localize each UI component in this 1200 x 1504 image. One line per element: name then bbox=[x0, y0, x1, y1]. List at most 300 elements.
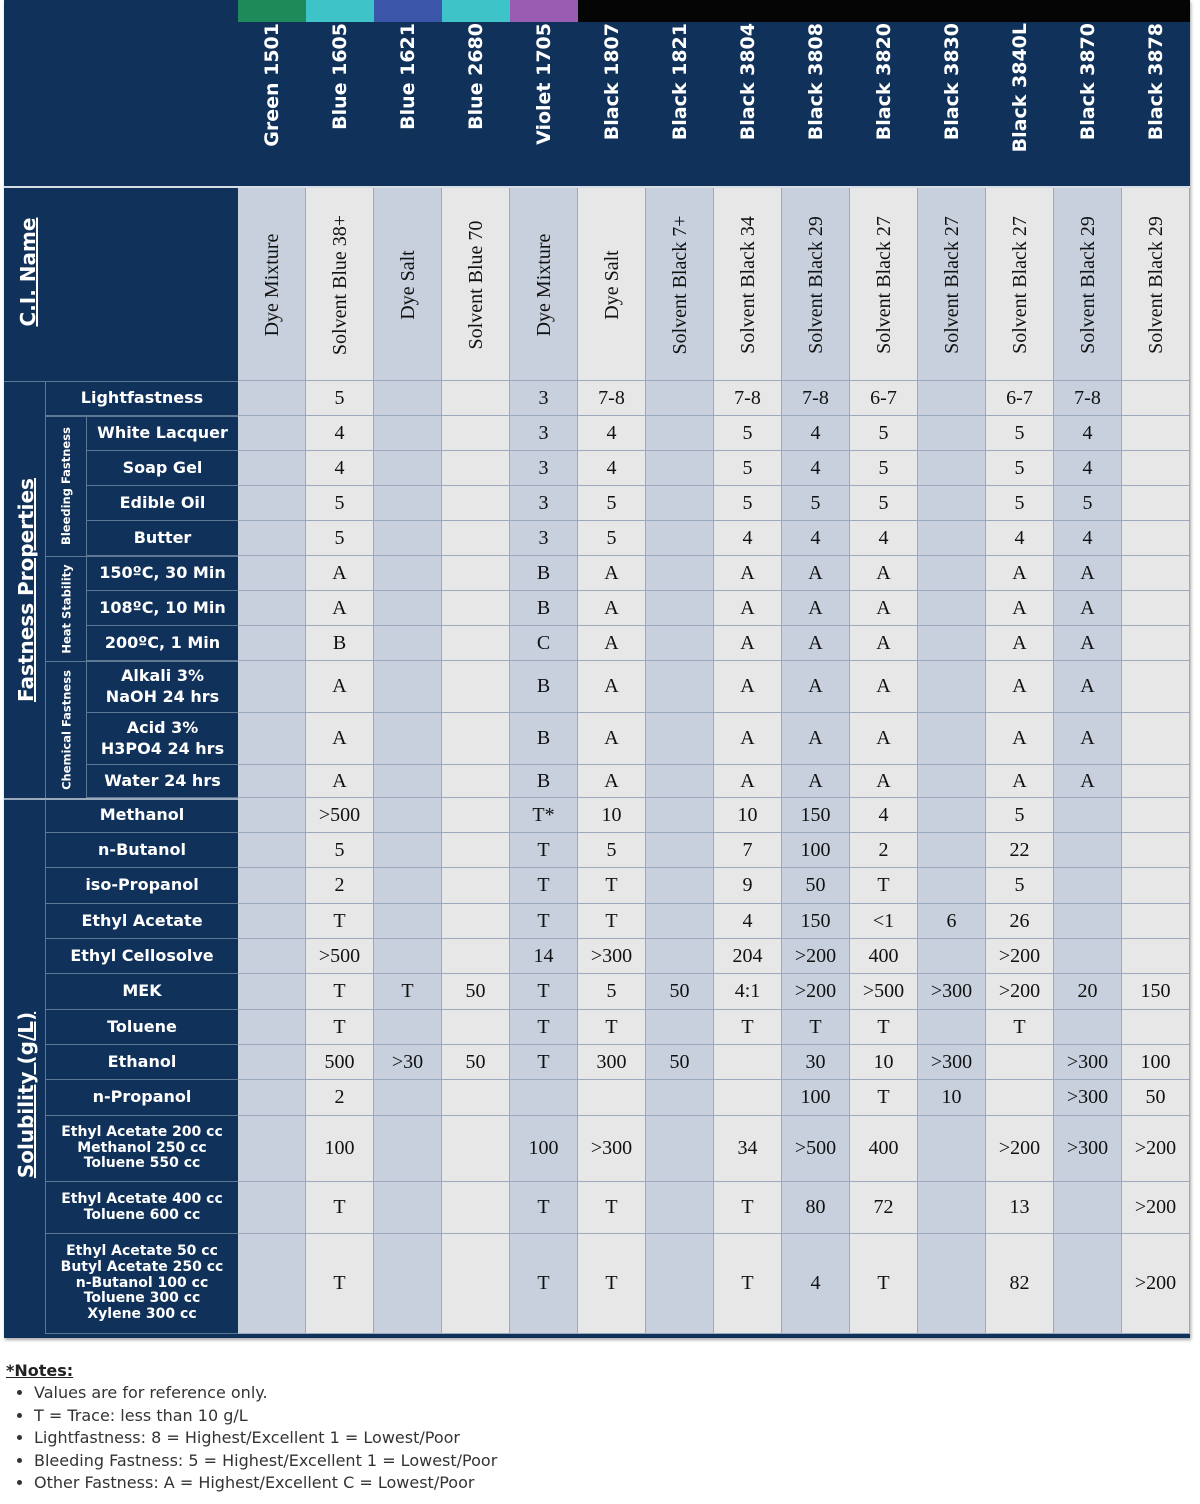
table-cell bbox=[646, 833, 714, 868]
color-swatch bbox=[510, 0, 578, 22]
ci-name-cell bbox=[918, 188, 986, 381]
table-cell: T bbox=[306, 1234, 374, 1334]
table-cell: A bbox=[782, 556, 850, 591]
table-cell bbox=[238, 868, 306, 904]
table-cell: T bbox=[850, 868, 918, 904]
table-cell: A bbox=[714, 661, 782, 713]
table-cell bbox=[374, 661, 442, 713]
table-cell: A bbox=[714, 626, 782, 661]
table-cell bbox=[442, 868, 510, 904]
table-cell: >300 bbox=[578, 1116, 646, 1182]
table-cell: A bbox=[986, 591, 1054, 626]
table-cell: T bbox=[510, 833, 578, 868]
ci-name-cell bbox=[782, 188, 850, 381]
table-cell: A bbox=[850, 765, 918, 798]
table-cell: 500 bbox=[306, 1045, 374, 1080]
table-cell: 5 bbox=[850, 451, 918, 486]
table-cell bbox=[238, 521, 306, 556]
table-cell: 4 bbox=[578, 416, 646, 451]
row-label: Acid 3% H3PO4 24 hrs bbox=[87, 713, 238, 765]
ci-name-cell bbox=[986, 188, 1054, 381]
table-cell bbox=[442, 939, 510, 974]
table-cell bbox=[646, 451, 714, 486]
table-cell bbox=[238, 1234, 306, 1334]
table-cell bbox=[1054, 904, 1122, 939]
ci-name-cell bbox=[578, 188, 646, 381]
table-cell: 2 bbox=[306, 1080, 374, 1116]
table-cell: 6-7 bbox=[986, 381, 1054, 416]
table-cell: 4 bbox=[306, 416, 374, 451]
table-cell: A bbox=[1054, 713, 1122, 765]
table-cell bbox=[918, 451, 986, 486]
table-cell: 9 bbox=[714, 868, 782, 904]
color-swatch bbox=[850, 0, 918, 22]
color-swatch bbox=[714, 0, 782, 22]
table-cell: T bbox=[986, 1010, 1054, 1045]
table-cell bbox=[442, 1080, 510, 1116]
table-cell bbox=[442, 626, 510, 661]
table-cell bbox=[374, 713, 442, 765]
table-cell bbox=[238, 1116, 306, 1182]
row-label: Ethyl Acetate bbox=[46, 904, 238, 939]
table-cell: 50 bbox=[646, 974, 714, 1010]
table-cell: 5 bbox=[306, 521, 374, 556]
table-cell: B bbox=[510, 661, 578, 713]
table-cell bbox=[374, 1234, 442, 1334]
table-cell: A bbox=[578, 556, 646, 591]
table-cell bbox=[646, 1234, 714, 1334]
table-cell bbox=[442, 661, 510, 713]
table-cell: T bbox=[578, 1182, 646, 1234]
table-cell bbox=[918, 521, 986, 556]
table-cell: A bbox=[986, 626, 1054, 661]
table-cell: A bbox=[850, 713, 918, 765]
table-cell bbox=[442, 798, 510, 833]
table-cell bbox=[374, 798, 442, 833]
table-cell bbox=[918, 765, 986, 798]
row-label: Ethyl Acetate 50 cc Butyl Acetate 250 cc n-Butanol 100 cc Toluene 300 cc Xylene 300 cc bbox=[46, 1234, 238, 1334]
table-cell: T bbox=[510, 974, 578, 1010]
table-cell bbox=[1054, 1010, 1122, 1045]
table-cell: >30 bbox=[374, 1045, 442, 1080]
section-label-fastness: Fastness Properties bbox=[14, 477, 38, 702]
table-cell: 26 bbox=[986, 904, 1054, 939]
table-cell bbox=[1054, 798, 1122, 833]
table-cell: 80 bbox=[782, 1182, 850, 1234]
row-label: Alkali 3% NaOH 24 hrs bbox=[87, 661, 238, 713]
table-cell: 4 bbox=[850, 521, 918, 556]
table-cell: 7-8 bbox=[578, 381, 646, 416]
table-cell: >200 bbox=[782, 974, 850, 1010]
table-cell: 150 bbox=[1122, 974, 1190, 1010]
table-cell: 10 bbox=[918, 1080, 986, 1116]
table-cell: 100 bbox=[1122, 1045, 1190, 1080]
table-cell bbox=[374, 833, 442, 868]
row-label: White Lacquer bbox=[87, 416, 238, 451]
section-label-solubility: Solubility (g/L) bbox=[14, 1011, 38, 1179]
ci-name-cell bbox=[1122, 188, 1190, 381]
table-cell bbox=[442, 765, 510, 798]
ci-name-text: Solvent Black 27 bbox=[941, 215, 963, 354]
table-cell: >200 bbox=[1122, 1116, 1190, 1182]
table-cell: 4 bbox=[850, 798, 918, 833]
table-cell bbox=[238, 798, 306, 833]
table-cell: 5 bbox=[306, 486, 374, 521]
table-cell: 10 bbox=[714, 798, 782, 833]
product-name-header: Blue 1605 bbox=[329, 23, 351, 130]
table-cell bbox=[918, 556, 986, 591]
table-cell: 5 bbox=[578, 486, 646, 521]
table-cell: 5 bbox=[714, 451, 782, 486]
table-cell bbox=[238, 1080, 306, 1116]
table-cell: 100 bbox=[510, 1116, 578, 1182]
row-label: n-Butanol bbox=[46, 833, 238, 868]
table-cell: >200 bbox=[986, 974, 1054, 1010]
product-name-header: Green 1501 bbox=[261, 23, 283, 147]
table-cell: A bbox=[782, 765, 850, 798]
table-cell bbox=[646, 486, 714, 521]
table-cell: 4 bbox=[578, 451, 646, 486]
table-cell: <1 bbox=[850, 904, 918, 939]
ci-name-cell bbox=[442, 188, 510, 381]
table-cell bbox=[442, 486, 510, 521]
table-cell: 7 bbox=[714, 833, 782, 868]
table-cell bbox=[646, 626, 714, 661]
table-cell bbox=[238, 974, 306, 1010]
table-cell bbox=[374, 451, 442, 486]
table-cell: >200 bbox=[986, 1116, 1054, 1182]
table-cell bbox=[1122, 661, 1190, 713]
ci-name-cell bbox=[714, 188, 782, 381]
row-label: 200ºC, 1 Min bbox=[87, 626, 238, 661]
table-cell: 7-8 bbox=[714, 381, 782, 416]
table-cell bbox=[1054, 1182, 1122, 1234]
table-cell: A bbox=[782, 713, 850, 765]
table-cell bbox=[374, 591, 442, 626]
table-cell bbox=[918, 1234, 986, 1334]
row-label: 150ºC, 30 Min bbox=[87, 556, 238, 591]
table-cell: A bbox=[306, 556, 374, 591]
table-cell bbox=[238, 556, 306, 591]
table-cell: 4 bbox=[782, 451, 850, 486]
table-cell bbox=[646, 1116, 714, 1182]
table-cell: 20 bbox=[1054, 974, 1122, 1010]
row-label: Water 24 hrs bbox=[87, 765, 238, 798]
table-cell bbox=[918, 868, 986, 904]
table-cell: A bbox=[850, 626, 918, 661]
table-cell bbox=[238, 451, 306, 486]
table-cell: B bbox=[510, 556, 578, 591]
table-cell bbox=[1122, 381, 1190, 416]
table-cell bbox=[1122, 556, 1190, 591]
table-cell bbox=[646, 798, 714, 833]
table-cell bbox=[646, 765, 714, 798]
table-cell: 14 bbox=[510, 939, 578, 974]
table-cell: T bbox=[510, 868, 578, 904]
table-cell: 3 bbox=[510, 381, 578, 416]
ci-name-text: Dye Mixture bbox=[533, 233, 555, 336]
table-cell: >300 bbox=[1054, 1116, 1122, 1182]
color-swatch bbox=[782, 0, 850, 22]
ci-name-text: Solvent Black 7+ bbox=[669, 214, 691, 355]
table-cell bbox=[1122, 765, 1190, 798]
table-cell: 100 bbox=[306, 1116, 374, 1182]
row-label: Butter bbox=[87, 521, 238, 556]
product-name-header: Black 3808 bbox=[805, 23, 827, 141]
table-cell: A bbox=[782, 591, 850, 626]
table-cell bbox=[238, 1045, 306, 1080]
table-cell: A bbox=[986, 556, 1054, 591]
table-cell bbox=[442, 451, 510, 486]
ci-name-cell bbox=[646, 188, 714, 381]
ci-name-cell bbox=[374, 188, 442, 381]
table-cell: >300 bbox=[918, 1045, 986, 1080]
table-cell: T bbox=[578, 1234, 646, 1334]
table-cell: A bbox=[306, 765, 374, 798]
table-cell: T bbox=[510, 1010, 578, 1045]
table-cell: A bbox=[782, 661, 850, 713]
table-cell bbox=[1054, 833, 1122, 868]
table-cell bbox=[1122, 798, 1190, 833]
table-cell: A bbox=[1054, 765, 1122, 798]
notes-title: *Notes: bbox=[6, 1361, 74, 1380]
table-cell bbox=[918, 833, 986, 868]
table-cell bbox=[646, 556, 714, 591]
table-cell bbox=[238, 1010, 306, 1045]
table-cell bbox=[238, 416, 306, 451]
table-cell: 6-7 bbox=[850, 381, 918, 416]
table-cell: 5 bbox=[986, 798, 1054, 833]
color-swatch bbox=[1122, 0, 1190, 22]
color-swatch bbox=[578, 0, 646, 22]
table-cell: T bbox=[714, 1182, 782, 1234]
ci-name-text: Solvent Black 27 bbox=[873, 215, 895, 354]
table-cell bbox=[646, 661, 714, 713]
table-cell: 150 bbox=[782, 798, 850, 833]
table-cell: 4 bbox=[986, 521, 1054, 556]
ci-name-text: Dye Salt bbox=[397, 249, 419, 320]
table-cell bbox=[442, 1010, 510, 1045]
table-cell: 5 bbox=[986, 486, 1054, 521]
table-cell bbox=[1122, 1010, 1190, 1045]
table-cell: >500 bbox=[306, 798, 374, 833]
table-cell bbox=[918, 381, 986, 416]
table-cell bbox=[374, 765, 442, 798]
table-cell: 82 bbox=[986, 1234, 1054, 1334]
table-cell: 5 bbox=[714, 416, 782, 451]
table-cell bbox=[442, 416, 510, 451]
product-name-header: Black 3830 bbox=[941, 23, 963, 141]
table-cell bbox=[646, 1010, 714, 1045]
table-cell bbox=[646, 868, 714, 904]
table-cell: T bbox=[578, 1010, 646, 1045]
subgroup-label-heat: Heat Stability bbox=[59, 563, 73, 654]
table-cell bbox=[238, 833, 306, 868]
product-name-header: Black 1807 bbox=[601, 23, 623, 141]
table-cell: 34 bbox=[714, 1116, 782, 1182]
table-cell bbox=[986, 1080, 1054, 1116]
table-cell: A bbox=[850, 556, 918, 591]
table-cell bbox=[1054, 939, 1122, 974]
row-label: 108ºC, 10 Min bbox=[87, 591, 238, 626]
color-swatch bbox=[442, 0, 510, 22]
note-item: • Bleeding Fastness: 5 = Highest/Excellent 1 = Lowest/Poor bbox=[34, 1450, 1186, 1473]
table-cell bbox=[646, 713, 714, 765]
table-cell bbox=[646, 904, 714, 939]
table-cell bbox=[646, 939, 714, 974]
ci-name-text: Solvent Black 27 bbox=[1009, 215, 1031, 354]
table-cell: >200 bbox=[782, 939, 850, 974]
table-cell: A bbox=[714, 713, 782, 765]
table-cell bbox=[374, 1010, 442, 1045]
table-cell: 2 bbox=[306, 868, 374, 904]
subgroup-label-bleeding: Bleeding Fastness bbox=[59, 427, 73, 545]
table-cell: >300 bbox=[578, 939, 646, 974]
ci-name-text: Solvent Black 29 bbox=[1145, 215, 1167, 354]
table-cell bbox=[442, 521, 510, 556]
row-label: Ethyl Acetate 200 cc Methanol 250 cc Toluene 550 cc bbox=[46, 1116, 238, 1182]
table-cell bbox=[442, 1116, 510, 1182]
table-cell bbox=[442, 1182, 510, 1234]
table-cell bbox=[442, 556, 510, 591]
table-cell: A bbox=[986, 713, 1054, 765]
table-cell: A bbox=[850, 591, 918, 626]
table-cell: 72 bbox=[850, 1182, 918, 1234]
table-cell: >200 bbox=[1122, 1182, 1190, 1234]
table-cell bbox=[238, 765, 306, 798]
table-cell: A bbox=[1054, 626, 1122, 661]
ci-name-text: Dye Salt bbox=[601, 249, 623, 320]
table-cell bbox=[238, 626, 306, 661]
table-cell bbox=[374, 1182, 442, 1234]
note-item: • Other Fastness: A = Highest/Excellent C = Lowest/Poor bbox=[34, 1472, 1186, 1495]
table-cell bbox=[918, 1010, 986, 1045]
table-cell: 150 bbox=[782, 904, 850, 939]
table-cell: 10 bbox=[850, 1045, 918, 1080]
table-cell bbox=[918, 713, 986, 765]
notes-section bbox=[6, 1360, 1186, 1495]
table-cell: T bbox=[714, 1234, 782, 1334]
table-cell: 2 bbox=[850, 833, 918, 868]
row-label: Methanol bbox=[46, 798, 238, 833]
table-cell bbox=[238, 661, 306, 713]
table-cell bbox=[1122, 451, 1190, 486]
table-cell bbox=[238, 591, 306, 626]
table-cell: A bbox=[578, 626, 646, 661]
table-cell bbox=[646, 521, 714, 556]
ci-name-text: Solvent Blue 38+ bbox=[329, 214, 351, 355]
table-cell bbox=[374, 416, 442, 451]
table-cell bbox=[1122, 939, 1190, 974]
table-cell bbox=[646, 1080, 714, 1116]
note-item: • Lightfastness: 8 = Highest/Excellent 1 = Lowest/Poor bbox=[34, 1427, 1186, 1450]
table-cell: A bbox=[578, 765, 646, 798]
table-cell: 5 bbox=[578, 521, 646, 556]
row-label: Lightfastness bbox=[46, 381, 238, 416]
subgroup-label-chemical: Chemical Fastness bbox=[59, 669, 73, 790]
table-cell: T bbox=[306, 974, 374, 1010]
row-label: Toluene bbox=[46, 1010, 238, 1045]
table-cell: 4 bbox=[714, 904, 782, 939]
table-cell: >500 bbox=[782, 1116, 850, 1182]
table-cell: 5 bbox=[850, 486, 918, 521]
table-cell: B bbox=[510, 765, 578, 798]
product-name-header: Black 3878 bbox=[1145, 23, 1167, 141]
table-cell bbox=[442, 713, 510, 765]
ci-name-text: Solvent Black 34 bbox=[737, 215, 759, 354]
color-swatch bbox=[918, 0, 986, 22]
table-cell bbox=[374, 556, 442, 591]
note-item: • T = Trace: less than 10 g/L bbox=[34, 1405, 1186, 1428]
table-cell: >200 bbox=[986, 939, 1054, 974]
table-cell: T bbox=[578, 868, 646, 904]
table-cell bbox=[238, 713, 306, 765]
table-cell: 5 bbox=[306, 833, 374, 868]
table-cell: 5 bbox=[782, 486, 850, 521]
table-cell: T bbox=[510, 1182, 578, 1234]
table-cell: T bbox=[374, 974, 442, 1010]
note-item: • Values are for reference only. bbox=[34, 1382, 1186, 1405]
row-label: Soap Gel bbox=[87, 451, 238, 486]
table-cell: 300 bbox=[578, 1045, 646, 1080]
table-cell: 4 bbox=[714, 521, 782, 556]
table-cell bbox=[1054, 868, 1122, 904]
table-cell: 4 bbox=[306, 451, 374, 486]
table-cell bbox=[442, 381, 510, 416]
ci-name-text: Solvent Black 29 bbox=[805, 215, 827, 354]
table-cell bbox=[442, 833, 510, 868]
table-cell: A bbox=[714, 591, 782, 626]
table-cell bbox=[646, 416, 714, 451]
table-cell: A bbox=[306, 713, 374, 765]
table-cell bbox=[1122, 904, 1190, 939]
table-cell: 100 bbox=[782, 833, 850, 868]
table-cell bbox=[646, 591, 714, 626]
table-cell bbox=[1122, 868, 1190, 904]
table-cell bbox=[714, 1045, 782, 1080]
table-cell: T bbox=[850, 1010, 918, 1045]
table-cell bbox=[1122, 521, 1190, 556]
table-cell bbox=[918, 416, 986, 451]
table-cell: 3 bbox=[510, 416, 578, 451]
table-cell: 4:1 bbox=[714, 974, 782, 1010]
table-cell bbox=[374, 381, 442, 416]
product-name-header: Black 1821 bbox=[669, 23, 691, 141]
product-name-header: Blue 1621 bbox=[397, 23, 419, 130]
table-cell: >500 bbox=[850, 974, 918, 1010]
row-label: Ethanol bbox=[46, 1045, 238, 1080]
table-cell: 5 bbox=[850, 416, 918, 451]
table-cell bbox=[442, 904, 510, 939]
table-cell: 50 bbox=[442, 1045, 510, 1080]
table-cell: B bbox=[510, 713, 578, 765]
table-cell: B bbox=[510, 591, 578, 626]
table-cell: 50 bbox=[646, 1045, 714, 1080]
table-cell: T bbox=[510, 1045, 578, 1080]
table-cell: >500 bbox=[306, 939, 374, 974]
table-cell bbox=[238, 904, 306, 939]
color-swatch bbox=[374, 0, 442, 22]
table-cell: >300 bbox=[1054, 1045, 1122, 1080]
table-cell: 50 bbox=[442, 974, 510, 1010]
table-cell bbox=[578, 1080, 646, 1116]
table-cell bbox=[238, 1182, 306, 1234]
row-label: iso-Propanol bbox=[46, 868, 238, 904]
table-cell: A bbox=[850, 661, 918, 713]
table-cell bbox=[374, 868, 442, 904]
product-name-header: Black 3870 bbox=[1077, 23, 1099, 141]
color-swatch bbox=[238, 0, 306, 22]
